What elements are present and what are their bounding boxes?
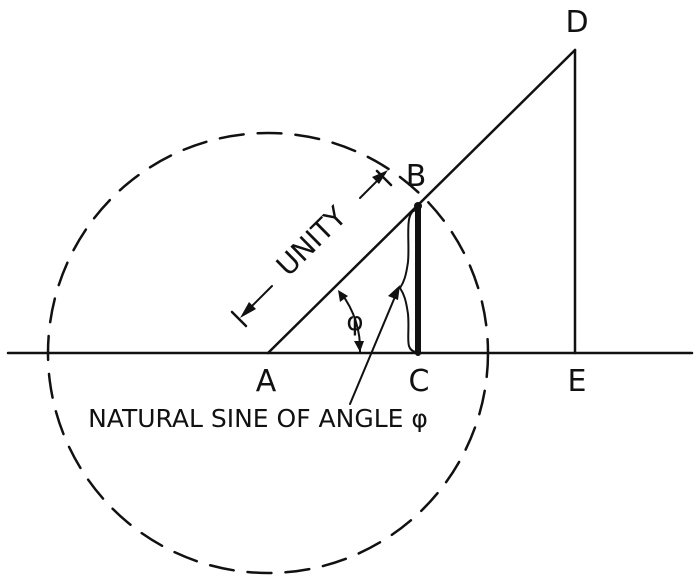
label-unity: UNITY xyxy=(269,200,353,283)
label-point-c: C xyxy=(408,364,430,399)
sine-brace xyxy=(400,210,416,352)
hypotenuse-line xyxy=(268,50,575,353)
unity-arrowhead-end xyxy=(372,170,388,184)
angle-arrowhead-bottom xyxy=(354,341,364,352)
label-point-b: B xyxy=(405,159,427,194)
caption-natural-sine: NATURAL SINE OF ANGLE φ xyxy=(88,404,428,433)
label-point-e: E xyxy=(567,364,587,399)
point-b-marker xyxy=(414,202,422,210)
label-angle-phi: φ xyxy=(346,307,364,337)
label-point-a: A xyxy=(255,364,277,399)
caption-leader-arrowhead xyxy=(388,285,400,300)
label-point-d: D xyxy=(565,5,589,40)
